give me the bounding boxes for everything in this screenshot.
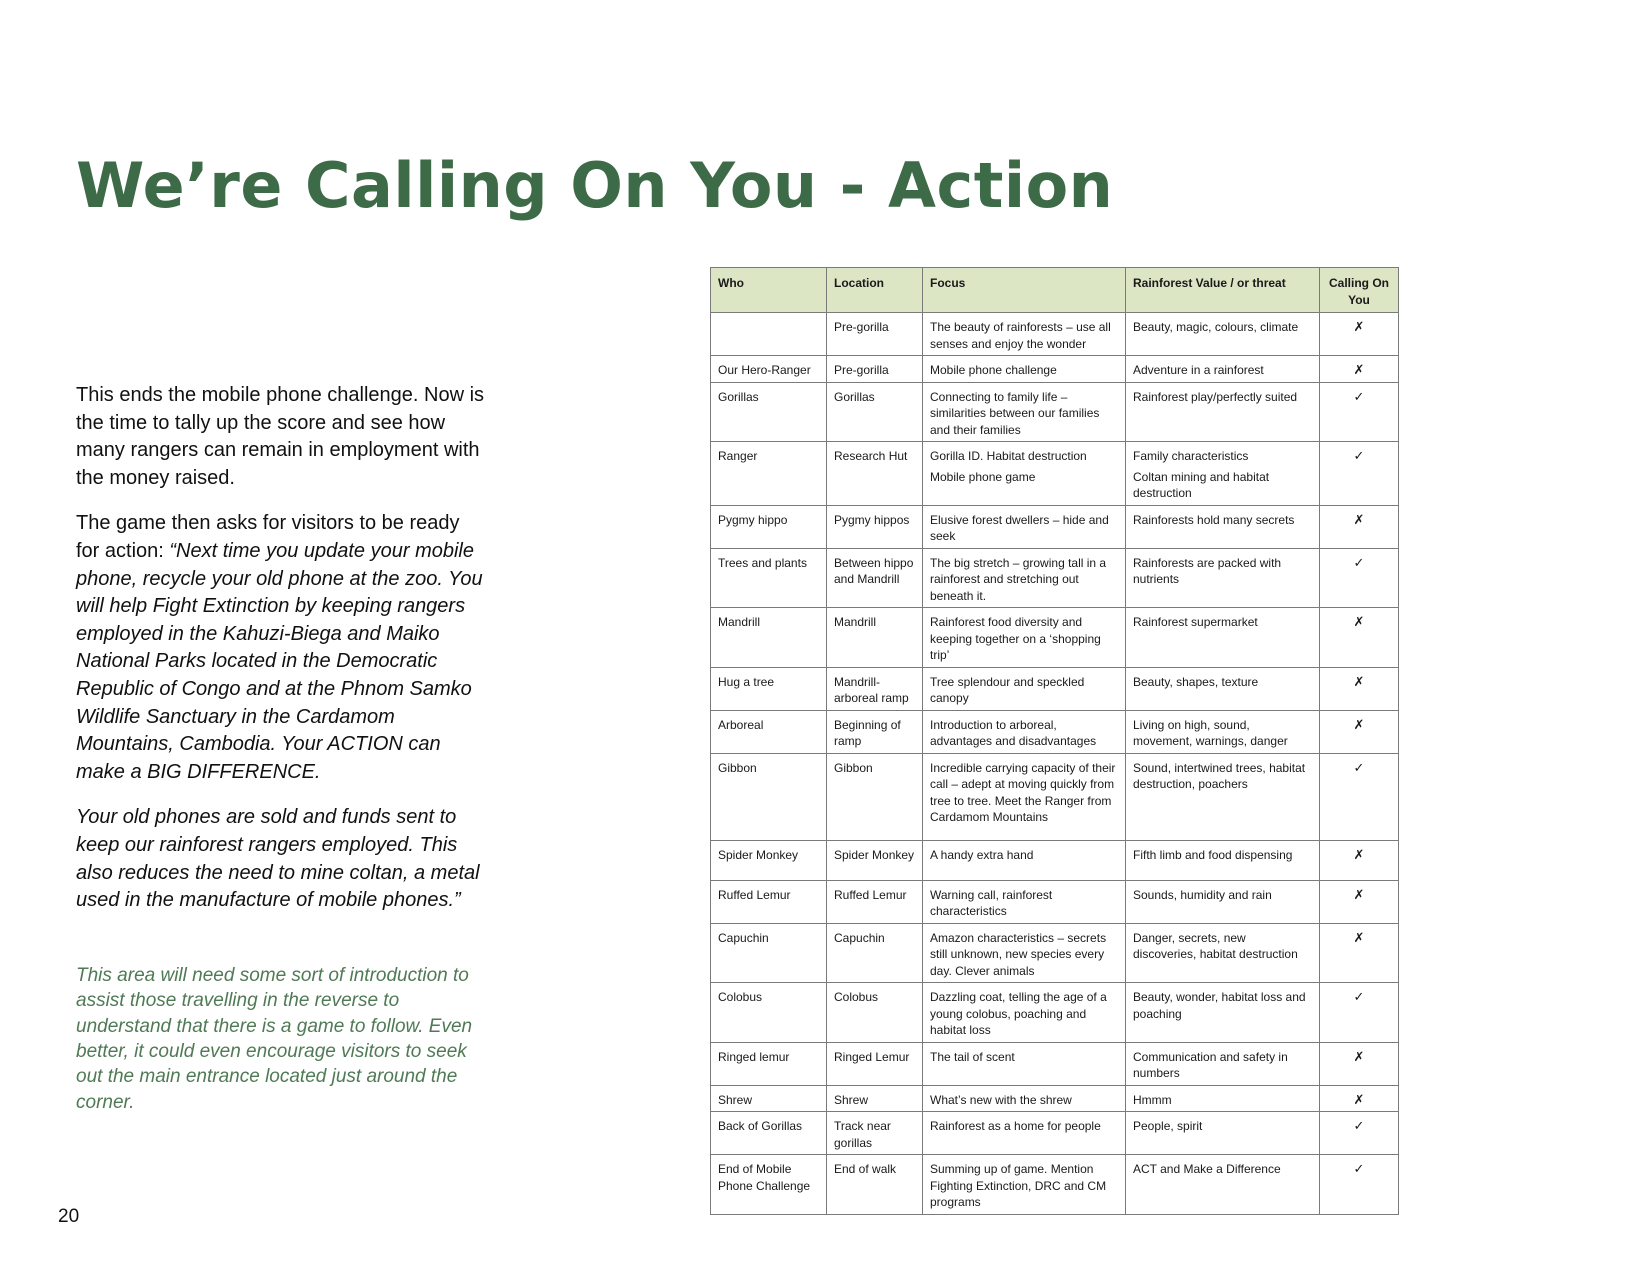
- cell-rainforest-value-text: ACT and Make a Difference: [1133, 1162, 1281, 1176]
- cell-focus-text: Elusive forest dwellers – hide and seek: [930, 512, 1109, 543]
- cell-focus: [923, 505, 1126, 548]
- cell-focus-text: The big stretch – growing tall in a rainforest and stretching out beneath it.: [930, 555, 1107, 603]
- cell-rainforest-value-text: Beauty, shapes, texture: [1133, 674, 1259, 689]
- cell-calling-mark: ✗: [1320, 356, 1399, 383]
- cell-location: Pre-gorilla: [827, 313, 923, 356]
- table-row: [711, 356, 1399, 383]
- cell-focus-text: Rainforest as a home for people: [930, 1119, 1101, 1133]
- cell-focus: [923, 313, 1126, 356]
- cell-focus-subtext: Mobile phone game: [930, 469, 1036, 484]
- cell-focus: [923, 608, 1126, 668]
- cell-location: Track near gorillas: [827, 1112, 923, 1155]
- cell-location: Colobus: [827, 983, 923, 1043]
- cell-who: Shrew: [711, 1085, 827, 1112]
- cell-focus: [923, 880, 1126, 923]
- cell-rainforest-value-text: Sounds, humidity and rain: [1133, 887, 1272, 902]
- cell-calling-mark: ✗: [1320, 608, 1399, 668]
- cell-who: Ruffed Lemur: [711, 880, 827, 923]
- cell-calling-mark: ✓: [1320, 382, 1399, 442]
- cell-rainforest-value: [1126, 356, 1320, 383]
- cell-focus-text: Introduction to arboreal, advantages and disadvantages: [930, 717, 1097, 748]
- table-row: [711, 880, 1399, 923]
- cell-rainforest-value-text: Rainforests are packed with nutrients: [1133, 555, 1282, 586]
- table-row: [711, 548, 1399, 608]
- cell-rainforest-value-text: Hmmm: [1133, 1092, 1172, 1107]
- cell-who: Trees and plants: [711, 548, 827, 608]
- cell-focus: [923, 548, 1126, 608]
- cell-rainforest-value-subtext: Coltan mining and habitat destruction: [1133, 469, 1270, 500]
- cell-who: Arboreal: [711, 710, 827, 753]
- cell-focus-text: Summing up of game. Mention Fighting Extinction, DRC and CM programs: [930, 1162, 1107, 1209]
- table-row: [711, 382, 1399, 442]
- cell-rainforest-value-text: People, spirit: [1133, 1119, 1203, 1133]
- page-title: We’re Calling On You - Action: [76, 149, 1114, 222]
- cell-calling-mark: ✗: [1320, 667, 1399, 710]
- cell-location: Shrew: [827, 1085, 923, 1112]
- table-row: [711, 1042, 1399, 1085]
- cell-focus-text: The beauty of rainforests – use all senses and enjoy the wonder: [930, 320, 1111, 351]
- table-header-row: [711, 268, 1399, 313]
- cell-calling-mark: ✓: [1320, 1155, 1399, 1215]
- header-location: Location: [827, 268, 923, 313]
- table-row: [711, 983, 1399, 1043]
- cell-focus: [923, 356, 1126, 383]
- cell-calling-mark: ✗: [1320, 505, 1399, 548]
- table-row: [711, 313, 1399, 356]
- cell-rainforest-value: [1126, 608, 1320, 668]
- cell-focus: [923, 710, 1126, 753]
- cell-rainforest-value: [1126, 1155, 1320, 1215]
- action-lead-text: The game then asks for visitors to be ready for action:: [76, 512, 460, 562]
- cell-location: Mandrill-arboreal ramp: [827, 667, 923, 710]
- cell-focus-text: What’s new with the shrew: [930, 1092, 1072, 1107]
- table-row: [711, 840, 1399, 880]
- cell-location: Pygmy hippos: [827, 505, 923, 548]
- cell-location: Capuchin: [827, 923, 923, 983]
- cell-location: Pre-gorilla: [827, 356, 923, 383]
- cell-focus: [923, 753, 1126, 840]
- cell-who: Mandrill: [711, 608, 827, 668]
- cell-focus-text: Tree splendour and speckled canopy: [930, 674, 1085, 705]
- cell-focus-text: The tail of scent: [930, 1049, 1015, 1064]
- cell-who: [711, 313, 827, 356]
- cell-location: Ruffed Lemur: [827, 880, 923, 923]
- cell-focus: [923, 1085, 1126, 1112]
- cell-focus-text: Gorilla ID. Habitat destruction: [930, 449, 1087, 463]
- cell-rainforest-value: [1126, 923, 1320, 983]
- table-row: [711, 667, 1399, 710]
- cell-location: Research Hut: [827, 442, 923, 506]
- cell-location: Between hippo and Mandrill: [827, 548, 923, 608]
- cell-rainforest-value: [1126, 1042, 1320, 1085]
- cell-location: Beginning of ramp: [827, 710, 923, 753]
- cell-rainforest-value: [1126, 710, 1320, 753]
- action-paragraph: [76, 510, 486, 786]
- cell-focus-text: Amazon characteristics – secrets still unknown, new species every day. Clever animals: [930, 930, 1107, 978]
- cell-location: Spider Monkey: [827, 840, 923, 880]
- table-row: [711, 1112, 1399, 1155]
- cell-location: Ringed Lemur: [827, 1042, 923, 1085]
- cell-rainforest-value-text: Adventure in a rainforest: [1133, 363, 1264, 377]
- cell-location: Gibbon: [827, 753, 923, 840]
- cell-rainforest-value: [1126, 753, 1320, 840]
- cell-calling-mark: ✗: [1320, 1085, 1399, 1112]
- activity-table: [710, 267, 1399, 1215]
- cell-calling-mark: ✗: [1320, 840, 1399, 880]
- cell-focus: [923, 983, 1126, 1043]
- table-row: [711, 753, 1399, 840]
- cell-calling-mark: ✗: [1320, 1042, 1399, 1085]
- cell-rainforest-value: [1126, 1112, 1320, 1155]
- cell-focus-text: Warning call, rainforest characteristics: [930, 887, 1053, 918]
- cell-rainforest-value: [1126, 983, 1320, 1043]
- cell-rainforest-value-text: Sound, intertwined trees, habitat destruction, poachers: [1133, 760, 1306, 791]
- header-focus: Focus: [923, 268, 1126, 313]
- cell-focus: [923, 1155, 1126, 1215]
- cell-focus-text: Connecting to family life – similarities between our families and their families: [930, 389, 1100, 437]
- cell-rainforest-value: [1126, 313, 1320, 356]
- cell-focus-text: Mobile phone challenge: [930, 363, 1057, 377]
- funds-paragraph: Your old phones are sold and funds sent to keep our rainforest rangers employed. This also reduces the need to mine coltan, a metal used in the manufacture of mobile phones.”: [76, 806, 480, 912]
- cell-calling-mark: ✗: [1320, 710, 1399, 753]
- cell-calling-mark: ✗: [1320, 923, 1399, 983]
- cell-focus-text: Rainforest food diversity and keeping together on a ‘shopping trip’: [930, 615, 1101, 662]
- cell-rainforest-value: [1126, 548, 1320, 608]
- table-row: [711, 1085, 1399, 1112]
- cell-focus-text: Incredible carrying capacity of their call – adept at moving quickly from tree to tree. Meet the Ranger from Cardamom Mountains: [930, 760, 1116, 824]
- editor-note: This area will need some sort of introduction to assist those travelling in the reverse to understand that there is a game to follow. Even better, it could even encourage visitors to seek out the main entrance located just around the corner.: [76, 964, 473, 1113]
- cell-who: Back of Gorillas: [711, 1112, 827, 1155]
- cell-who: Our Hero-Ranger: [711, 356, 827, 383]
- header-who: Who: [711, 268, 827, 313]
- cell-rainforest-value: [1126, 840, 1320, 880]
- cell-location: End of walk: [827, 1155, 923, 1215]
- cell-focus: [923, 667, 1126, 710]
- table-row: [711, 923, 1399, 983]
- cell-focus: [923, 1112, 1126, 1155]
- cell-rainforest-value: [1126, 1085, 1320, 1112]
- action-quote-text: “Next time you update your mobile phone, recycle your old phone at the zoo. You will help Fight Extinction by keeping rangers employed in the Kahuzi-Biega and Maiko National Parks located in the Democratic Republic of Congo and at the Phnom Samko Wildlife Sanctuary in the Cardamom Mountains, Cambodia. Your ACTION can make a BIG DIFFERENCE.: [76, 539, 483, 783]
- header-calling-on-you: Calling On You: [1320, 268, 1399, 313]
- cell-rainforest-value-text: Rainforest play/perfectly suited: [1133, 389, 1298, 404]
- page-number: 20: [58, 1206, 80, 1227]
- cell-rainforest-value-text: Communication and safety in numbers: [1133, 1049, 1288, 1080]
- cell-focus: [923, 840, 1126, 880]
- cell-rainforest-value-text: Danger, secrets, new discoveries, habitat destruction: [1133, 930, 1298, 961]
- cell-rainforest-value-text: Beauty, magic, colours, climate: [1133, 320, 1299, 334]
- cell-who: Pygmy hippo: [711, 505, 827, 548]
- cell-calling-mark: ✓: [1320, 442, 1399, 506]
- cell-calling-mark: ✓: [1320, 753, 1399, 840]
- cell-who: Spider Monkey: [711, 840, 827, 880]
- cell-focus: [923, 382, 1126, 442]
- cell-focus: [923, 442, 1126, 506]
- cell-who: Gibbon: [711, 753, 827, 840]
- cell-rainforest-value-text: Fifth limb and food dispensing: [1133, 847, 1293, 862]
- cell-rainforest-value-text: Rainforest supermarket: [1133, 615, 1258, 629]
- cell-rainforest-value-text: Living on high, sound, movement, warnings, danger: [1133, 717, 1288, 748]
- cell-calling-mark: ✗: [1320, 880, 1399, 923]
- table-row: [711, 608, 1399, 668]
- cell-rainforest-value-text: Family characteristics: [1133, 449, 1249, 463]
- cell-rainforest-value-text: Beauty, wonder, habitat loss and poaching: [1133, 990, 1306, 1021]
- cell-focus: [923, 923, 1126, 983]
- table-row: [711, 505, 1399, 548]
- table-row: [711, 442, 1399, 506]
- cell-who: Hug a tree: [711, 667, 827, 710]
- cell-rainforest-value-text: Rainforests hold many secrets: [1133, 512, 1295, 527]
- cell-who: Capuchin: [711, 923, 827, 983]
- cell-rainforest-value: [1126, 505, 1320, 548]
- cell-who: Gorillas: [711, 382, 827, 442]
- table-row: [711, 710, 1399, 753]
- cell-who: End of Mobile Phone Challenge: [711, 1155, 827, 1215]
- cell-location: Mandrill: [827, 608, 923, 668]
- cell-who: Ringed lemur: [711, 1042, 827, 1085]
- intro-text-column: [76, 382, 486, 1115]
- table-row: [711, 1155, 1399, 1215]
- intro-paragraph: This ends the mobile phone challenge. Now is the time to tally up the score and see how many rangers can remain in employment with the money raised.: [76, 384, 485, 489]
- cell-rainforest-value: [1126, 880, 1320, 923]
- cell-rainforest-value: [1126, 382, 1320, 442]
- cell-focus: [923, 1042, 1126, 1085]
- header-rainforest-value: Rainforest Value / or threat: [1126, 268, 1320, 313]
- cell-rainforest-value: [1126, 442, 1320, 506]
- cell-who: Colobus: [711, 983, 827, 1043]
- cell-calling-mark: ✓: [1320, 548, 1399, 608]
- table-body: [711, 313, 1399, 1215]
- cell-calling-mark: ✓: [1320, 1112, 1399, 1155]
- cell-focus-text: A handy extra hand: [930, 847, 1034, 862]
- cell-focus-text: Dazzling coat, telling the age of a young colobus, poaching and habitat loss: [930, 990, 1107, 1037]
- cell-rainforest-value: [1126, 667, 1320, 710]
- cell-who: Ranger: [711, 442, 827, 506]
- cell-location: Gorillas: [827, 382, 923, 442]
- cell-calling-mark: ✓: [1320, 983, 1399, 1043]
- cell-calling-mark: ✗: [1320, 313, 1399, 356]
